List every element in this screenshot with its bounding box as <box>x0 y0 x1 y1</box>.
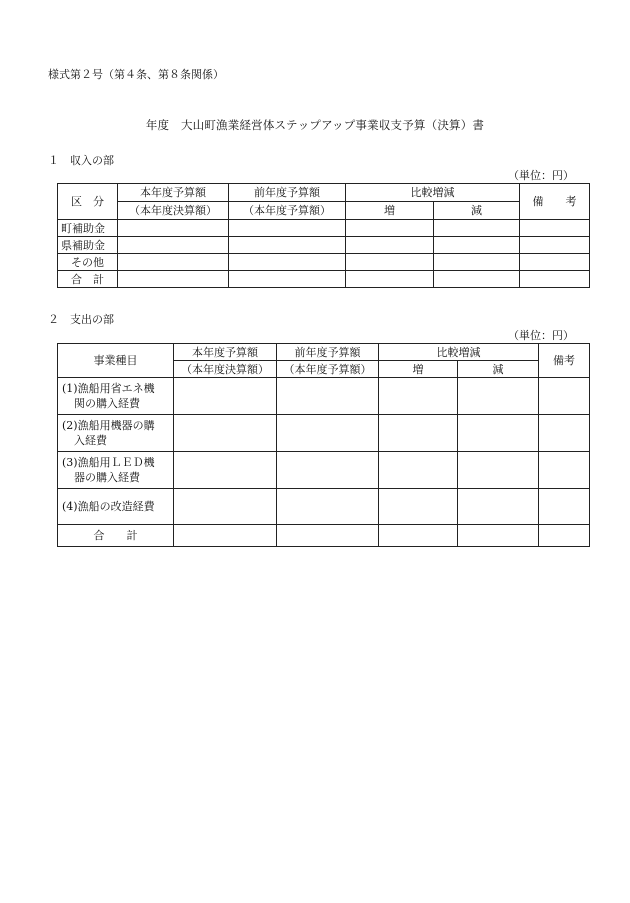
expense-cell[interactable] <box>458 415 539 452</box>
expense-cell[interactable] <box>539 452 590 489</box>
income-cell[interactable] <box>229 237 346 254</box>
table-row <box>58 489 590 525</box>
expense-cell[interactable] <box>379 378 458 415</box>
expense-cell[interactable] <box>539 378 590 415</box>
table-row <box>58 378 590 415</box>
expense-cell[interactable] <box>379 489 458 525</box>
expense-cell[interactable] <box>174 452 277 489</box>
expense-row-label-line2: 入経費 <box>74 434 107 447</box>
expense-cell[interactable] <box>379 415 458 452</box>
expense-cell[interactable] <box>539 415 590 452</box>
income-cell[interactable] <box>346 237 434 254</box>
expense-cell[interactable] <box>174 415 277 452</box>
expense-cell[interactable] <box>174 489 277 525</box>
expense-cell[interactable] <box>174 525 277 547</box>
income-cell[interactable] <box>520 254 590 271</box>
expense-row-label-line2: 器の購入経費 <box>74 471 140 484</box>
income-header-previous-sub: （本年度予算額） <box>229 202 346 220</box>
income-unit-label: （単位：円） <box>508 169 574 182</box>
income-section-heading: １ 収入の部 <box>48 154 114 167</box>
expense-row-label-line1: (3)漁船用ＬＥＤ機 <box>62 456 155 469</box>
expense-cell[interactable] <box>379 452 458 489</box>
income-cell[interactable] <box>118 237 229 254</box>
expense-total-label: 合 計 <box>58 525 174 547</box>
expense-header-previous: 前年度予算額 <box>277 344 379 361</box>
expense-row-label <box>58 378 174 415</box>
income-header-comparison: 比較増減 <box>346 184 520 202</box>
expense-cell[interactable] <box>539 525 590 547</box>
income-header-current-sub: （本年度決算額） <box>118 202 229 220</box>
expense-cell[interactable] <box>379 525 458 547</box>
expense-cell[interactable] <box>458 489 539 525</box>
expense-cell[interactable] <box>277 452 379 489</box>
expense-unit-label: （単位：円） <box>508 329 574 342</box>
expense-row-label-line1: (2)漁船用機器の購 <box>62 419 155 432</box>
income-cell[interactable] <box>229 220 346 237</box>
table-row <box>58 271 590 288</box>
income-cell[interactable] <box>118 271 229 288</box>
income-cell[interactable] <box>118 220 229 237</box>
income-header-remarks: 備 考 <box>520 184 590 220</box>
income-cell[interactable] <box>346 254 434 271</box>
table-row <box>58 254 590 271</box>
table-row <box>58 220 590 237</box>
expense-cell[interactable] <box>539 489 590 525</box>
expense-cell[interactable] <box>458 378 539 415</box>
table-row <box>58 415 590 452</box>
expense-table <box>57 343 590 547</box>
table-row <box>58 452 590 489</box>
income-row-label: その他 <box>58 254 118 271</box>
expense-row-label-line1: (4)漁船の改造経費 <box>62 500 155 513</box>
expense-cell[interactable] <box>458 452 539 489</box>
income-row-label: 町補助金 <box>58 220 118 237</box>
expense-row-label-line2: 関の購入経費 <box>74 397 140 410</box>
income-header-increase: 増 <box>346 202 434 220</box>
income-cell[interactable] <box>434 271 520 288</box>
expense-header-current: 本年度予算額 <box>174 344 277 361</box>
expense-header-increase: 増 <box>379 361 458 378</box>
income-cell[interactable] <box>434 220 520 237</box>
income-header-decrease: 減 <box>434 202 520 220</box>
expense-row-label <box>58 452 174 489</box>
income-cell[interactable] <box>434 237 520 254</box>
expense-header-current-sub: （本年度決算額） <box>174 361 277 378</box>
expense-cell[interactable] <box>277 415 379 452</box>
income-cell[interactable] <box>229 254 346 271</box>
income-cell[interactable] <box>346 271 434 288</box>
expense-cell[interactable] <box>277 525 379 547</box>
expense-header-category: 事業種目 <box>58 344 174 378</box>
expense-section-heading: ２ 支出の部 <box>48 313 114 326</box>
income-cell[interactable] <box>520 237 590 254</box>
income-cell[interactable] <box>520 220 590 237</box>
document-title: 年度 大山町漁業経営体ステップアップ事業収支予算（決算）書 <box>145 118 485 132</box>
expense-header-remarks: 備考 <box>539 344 590 378</box>
expense-header-previous-sub: （本年度予算額） <box>277 361 379 378</box>
expense-cell[interactable] <box>277 489 379 525</box>
income-cell[interactable] <box>118 254 229 271</box>
income-cell[interactable] <box>229 271 346 288</box>
income-row-label: 県補助金 <box>58 237 118 254</box>
expense-header-decrease: 減 <box>458 361 539 378</box>
income-cell[interactable] <box>434 254 520 271</box>
expense-row-label-line1: (1)漁船用省エネ機 <box>62 382 155 395</box>
expense-cell[interactable] <box>174 378 277 415</box>
expense-header-comparison: 比較増減 <box>379 344 539 361</box>
income-header-category: 区 分 <box>58 184 118 220</box>
income-cell[interactable] <box>346 220 434 237</box>
expense-cell[interactable] <box>277 378 379 415</box>
income-table <box>57 183 590 288</box>
expense-row-label <box>58 489 174 525</box>
income-header-previous: 前年度予算額 <box>229 184 346 202</box>
income-total-label: 合 計 <box>58 271 118 288</box>
income-header-current: 本年度予算額 <box>118 184 229 202</box>
form-number: 様式第２号（第４条、第８条関係） <box>48 68 224 81</box>
expense-cell[interactable] <box>458 525 539 547</box>
expense-row-label <box>58 415 174 452</box>
table-row <box>58 525 590 547</box>
income-cell[interactable] <box>520 271 590 288</box>
table-row <box>58 237 590 254</box>
